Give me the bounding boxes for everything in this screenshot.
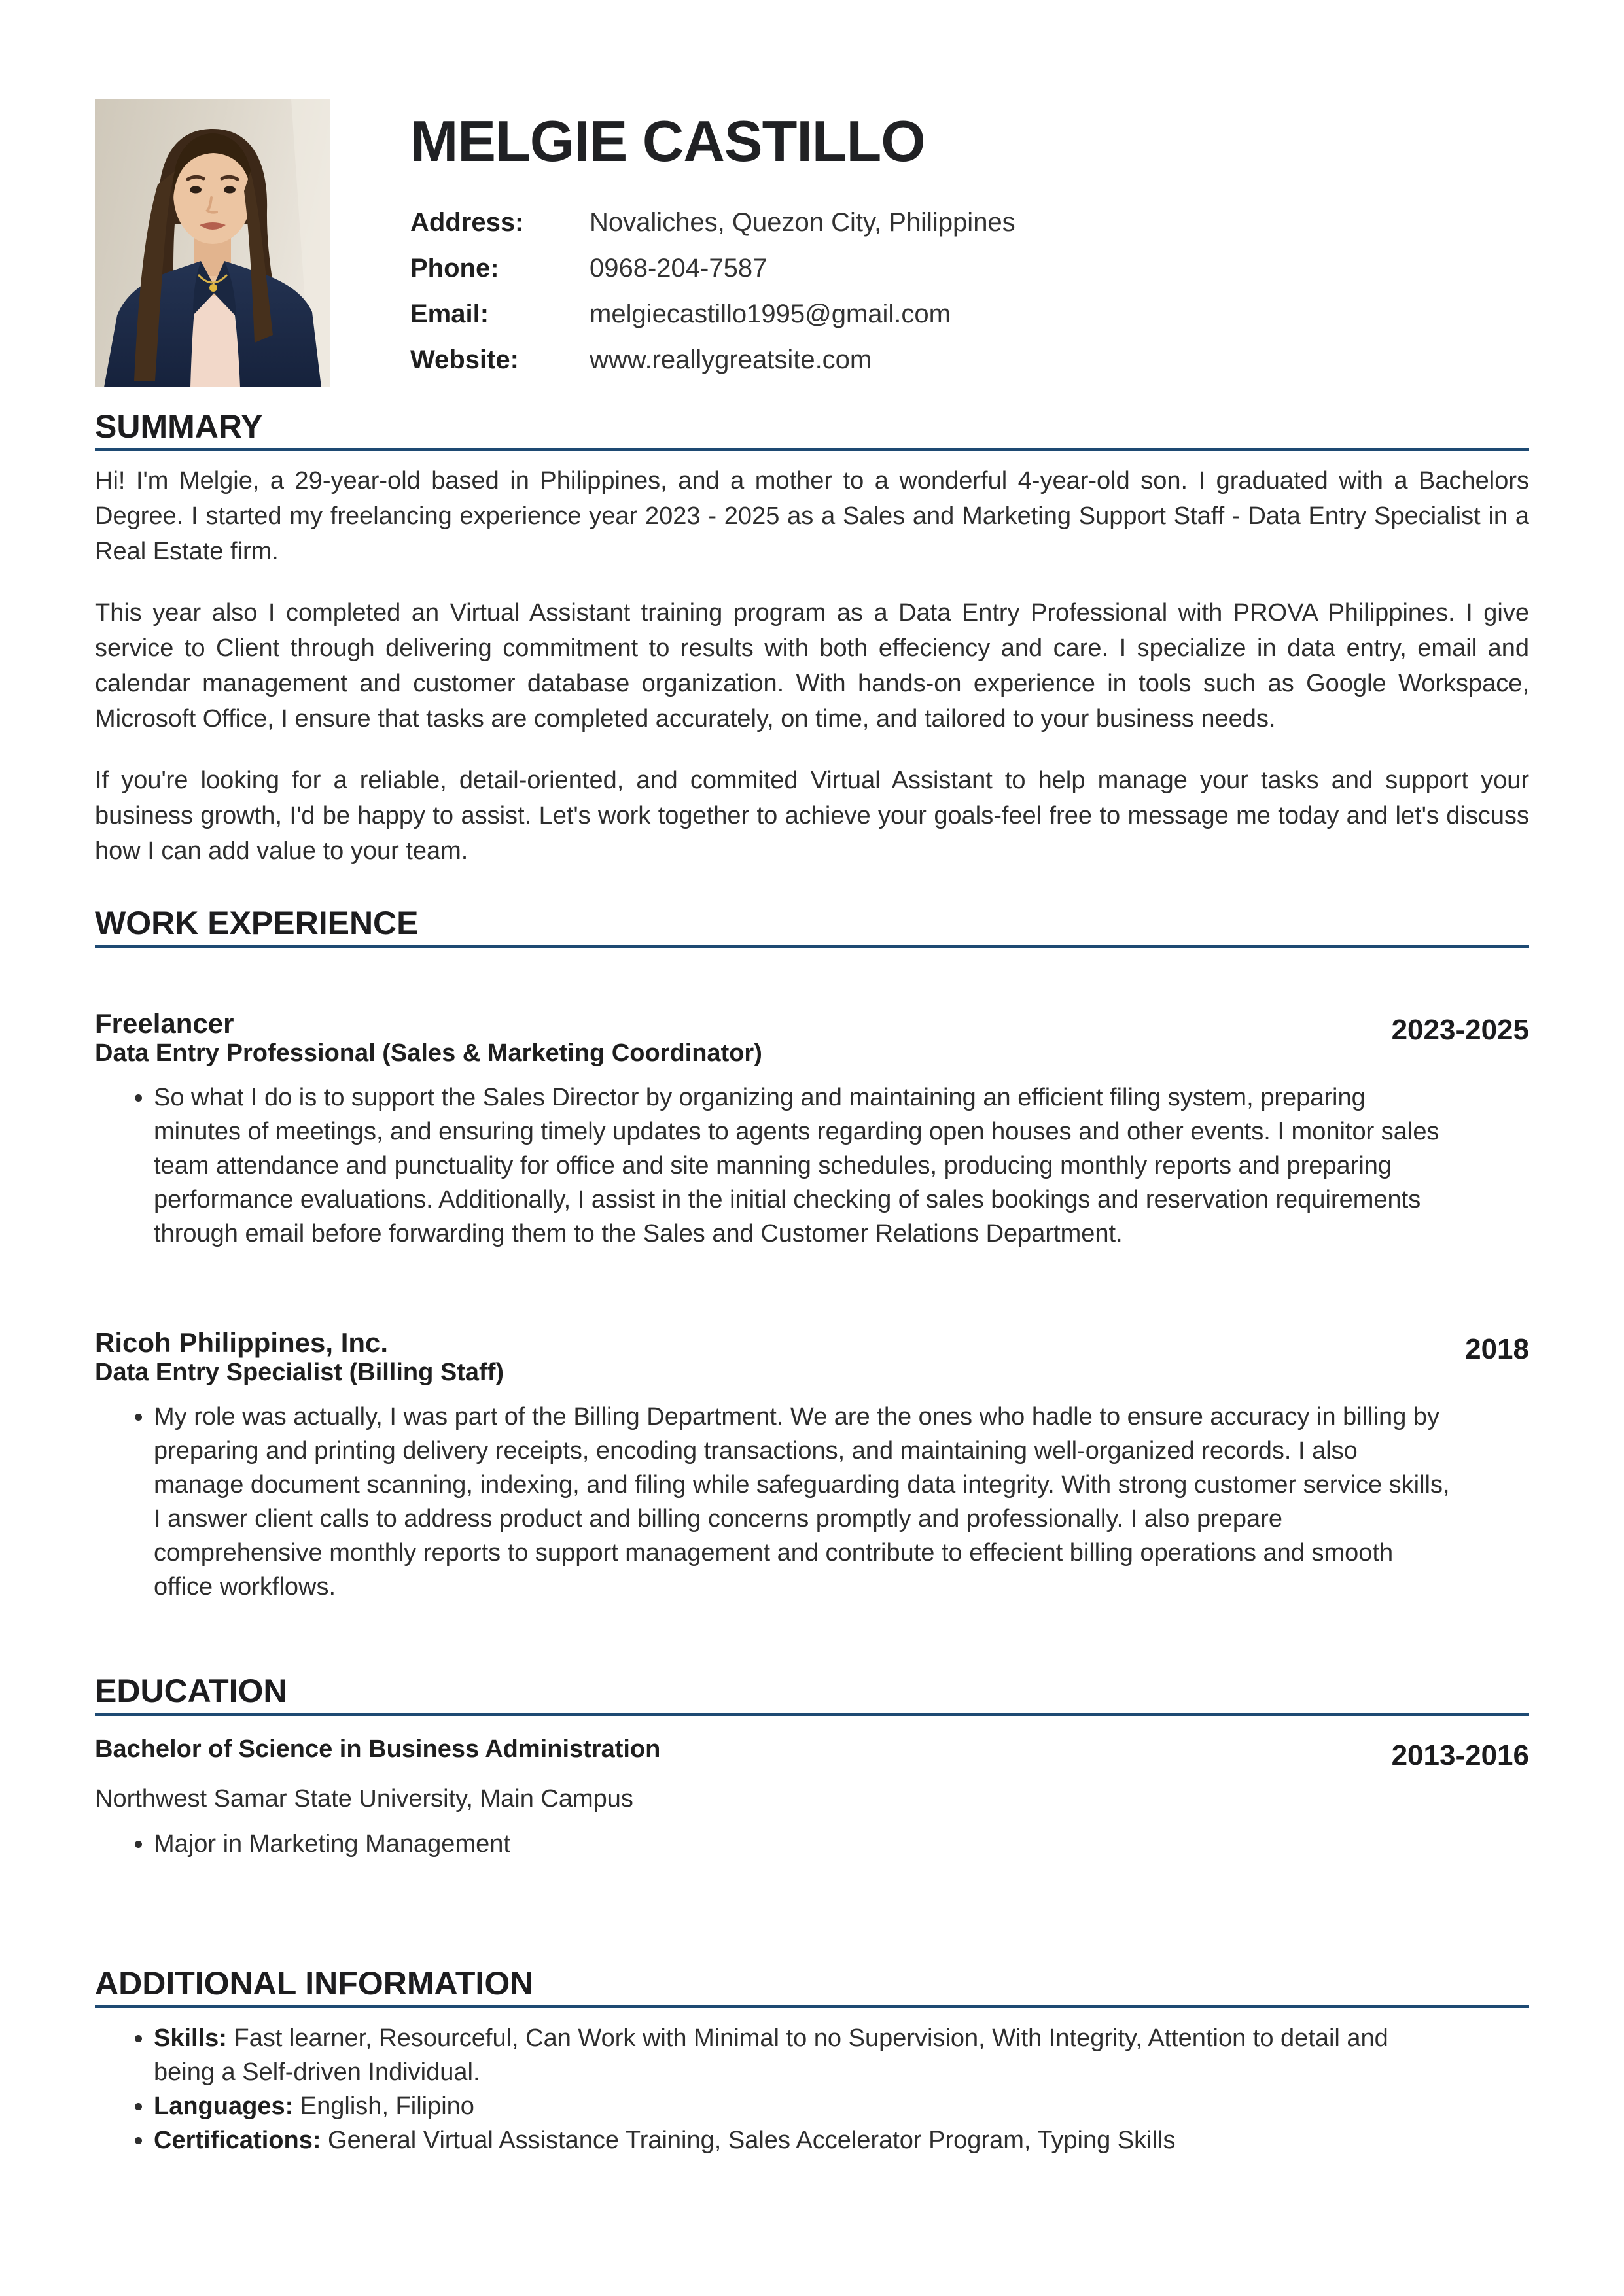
job-titles: [95, 1009, 762, 1068]
education-bullet-list: [95, 1827, 1529, 1861]
education-bullet: • Major in Marketing Management: [154, 1827, 1451, 1861]
contact-label-address: Address:: [410, 208, 524, 237]
job-header: [95, 1328, 1529, 1387]
job-bullet-list: [95, 1400, 1529, 1604]
contact-value-email: melgiecastillo1995@gmail.com: [590, 300, 951, 328]
additional-item-skills: [154, 2021, 1451, 2089]
education-degree: Bachelor of Science in Business Administration: [95, 1735, 661, 1763]
additional-item-label: Certifications:: [154, 2127, 321, 2154]
job-role: Data Entry Professional (Sales & Marketing Coordinator): [95, 1039, 762, 1067]
section-education: [95, 1672, 1529, 1861]
section-work-experience: [95, 904, 1529, 1604]
section-divider: [95, 2005, 1529, 2008]
summary-body: [95, 463, 1529, 869]
summary-paragraph: Hi! I'm Melgie, a 29-year-old based in Philippines, and a mother to a wonderful 4-year-old son. I graduated with a Bachelors Degree. I started my freelancing experience year 2023 - 2025 as a Sales and Marketing Support Staff - Data Entry Specialist in a Real Estate firm.: [95, 467, 1529, 565]
portrait-photo-illustration: [95, 99, 330, 387]
job-bullet: • My role was actually, I was part of the Billing Department. We are the ones who hadle to ensure accuracy in billing by preparing and printing delivery receipts, encoding transactions, and maintaining well-organized records. I also manage document scanning, indexing, and filing while safeguarding data integrity. With strong customer service skills, I answer client calls to address product and billing concerns promptly and professionally. I also prepare comprehensive monthly reports to support management and contribute to effecient billing operations and smooth office workflows.: [154, 1400, 1451, 1604]
section-divider: [95, 1713, 1529, 1716]
job-bullet-list: [95, 1081, 1529, 1251]
section-divider: [95, 448, 1529, 451]
education-heading: EDUCATION: [95, 1673, 287, 1709]
job-entry-freelancer: [95, 1009, 1529, 1251]
contact-label-website: Website:: [410, 345, 519, 374]
job-role: Data Entry Specialist (Billing Staff): [95, 1359, 504, 1386]
additional-item-text: English, Filipino: [293, 2093, 474, 2120]
additional-information-heading: ADDITIONAL INFORMATION: [95, 1965, 534, 2002]
job-bullet: • So what I do is to support the Sales Director by organizing and maintaining an efficient filing system, preparing minutes of meetings, and ensuring timely updates to agents regarding open houses and other events. I monitor sales team attendance and punctuality for office and site manning schedules, producing monthly reports and preparing performance evaluations. Additionally, I assist in the initial checking of sales bookings and reservation requirements through email before forwarding them to the Sales and Customer Relations Department.: [154, 1081, 1451, 1251]
section-summary: [95, 408, 1529, 869]
job-dates: 2018: [1465, 1333, 1529, 1365]
header: [95, 99, 1529, 387]
job-company: Ricoh Philippines, Inc.: [95, 1327, 389, 1358]
contact-value-phone: 0968-204-7587: [590, 254, 768, 283]
page-title-name: MELGIE CASTILLO: [410, 109, 925, 173]
additional-item-label: Skills:: [154, 2025, 227, 2052]
job-entry-ricoh: [95, 1328, 1529, 1604]
additional-item-languages: [154, 2089, 1451, 2123]
work-experience-heading: WORK EXPERIENCE: [95, 905, 419, 941]
contact-value-website: www.reallygreatsite.com: [590, 345, 872, 374]
additional-item-certifications: [154, 2123, 1451, 2157]
education-dates: 2013-2016: [1391, 1739, 1529, 1771]
job-titles: [95, 1328, 504, 1387]
contact-info: [410, 209, 1529, 374]
contact-value-address: Novaliches, Quezon City, Philippines: [590, 208, 1015, 237]
section-additional-information: [95, 1964, 1529, 2157]
education-header: [95, 1734, 1529, 1772]
job-dates: 2023-2025: [1391, 1014, 1529, 1046]
additional-info-list: [95, 2021, 1529, 2157]
summary-paragraph: If you're looking for a reliable, detail-oriented, and commited Virtual Assistant to help manage your tasks and support your business growth, I'd be happy to assist. Let's work together to achieve your goals-feel free to message me today and let's discuss how I can add value to your team.: [95, 767, 1529, 865]
profile-photo: [95, 99, 330, 387]
additional-item-text: Fast learner, Resourceful, Can Work with Minimal to no Supervision, With Integrity, Attention to detail and being a Self-driven Individual.: [154, 2025, 1388, 2086]
contact-label-phone: Phone:: [410, 254, 499, 283]
section-divider: [95, 945, 1529, 948]
additional-item-text: General Virtual Assistance Training, Sales Accelerator Program, Typing Skills: [321, 2127, 1176, 2154]
education-school: Northwest Samar State University, Main Campus: [95, 1785, 633, 1813]
header-text-block: [410, 109, 1529, 374]
contact-label-email: Email:: [410, 300, 489, 328]
summary-heading: SUMMARY: [95, 408, 263, 445]
additional-item-label: Languages:: [154, 2093, 294, 2120]
job-header: [95, 1009, 1529, 1068]
job-company: Freelancer: [95, 1008, 234, 1039]
summary-paragraph: This year also I completed an Virtual Assistant training program as a Data Entry Professional with PROVA Philippines. I give service to Client through delivering commitment to results with both effeciency and care. I specialize in data entry, email and calendar management and customer database organization. With hands-on experience in tools such as Google Workspace, Microsoft Office, I ensure that tasks are completed accurately, on time, and tailored to your business needs.: [95, 599, 1529, 733]
